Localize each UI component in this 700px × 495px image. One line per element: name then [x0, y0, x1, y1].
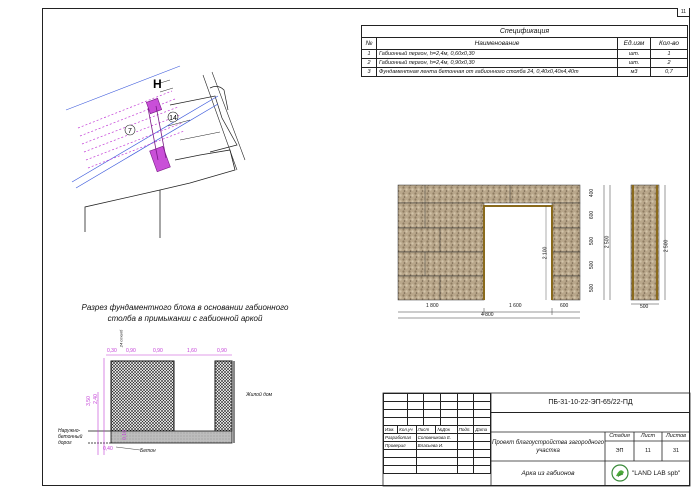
section-dim-3: 0,90: [153, 348, 163, 354]
dim-bottom-1: 1 800: [426, 303, 439, 309]
dim-right-5: 500: [589, 283, 596, 293]
section-dim-2: 0,90: [126, 348, 136, 354]
spec-cell-qty: 2: [651, 59, 688, 68]
callout-14: 14: [169, 115, 177, 122]
dim-height: 2 500: [604, 235, 611, 249]
side-dim-bottom: 500: [640, 304, 649, 310]
spec-cell-name: Габионный пергон, h=2,4м, 0,60х0,30: [377, 50, 618, 59]
document-code: ПБ-31-10-22-ЭП-65/22-ПД: [491, 393, 690, 413]
spec-cell-num: 1: [362, 50, 377, 59]
role-label: Разработал: [384, 434, 417, 442]
revision-table: [383, 425, 491, 474]
company-name: "LAND LAB spb": [632, 470, 681, 477]
spec-cell-num: 2: [362, 59, 377, 68]
section-dim-4: 1,60: [187, 348, 197, 354]
rev-header: Дата: [474, 426, 491, 434]
rev-header: Лист: [416, 426, 436, 434]
spec-cell-qty: 0,7: [651, 68, 688, 77]
side-dim-height: 2 500: [663, 239, 670, 253]
section-title: Разрез фундаментного блока в основании габионного столба в примыкании с габионной аркой: [81, 303, 289, 323]
dim-right-3: 500: [589, 236, 596, 246]
revision-grid: [383, 393, 491, 426]
dim-bottom-2: 1 600: [509, 303, 522, 309]
spec-cell-qty: 1: [651, 50, 688, 59]
section-dim-5: 0,90: [217, 348, 227, 354]
spec-cell-unit: шт.: [618, 59, 651, 68]
spec-header-qty: Кол-во: [651, 38, 688, 50]
rev-header: Кол.уч: [398, 426, 416, 434]
foundation-section: [85, 355, 234, 455]
spec-cell-unit: м3: [618, 68, 651, 77]
drawing-name: Арка из габионов: [521, 470, 575, 477]
spec-cell-name: Фундаментная лента бетонная от габионного столба 24, 0,40х0,40х4,40т: [377, 68, 618, 77]
spec-header-num: №: [362, 38, 377, 50]
callout-7: 7: [128, 128, 132, 135]
dim-bottom-3: 600: [560, 303, 569, 309]
spec-header-name: Наименование: [377, 38, 618, 50]
role-name: Власьева И.: [416, 442, 457, 450]
spec-title: Спецификация: [362, 26, 688, 38]
section-dim-left-2: 2,40: [92, 394, 99, 404]
dim-opening: 2 100: [542, 246, 549, 260]
label-ground: Наружно-бетонный дорог: [58, 428, 83, 446]
dim-right-4: 500: [589, 260, 596, 270]
dim-total: 4 800: [481, 312, 494, 318]
sheet-label: Лист: [640, 433, 656, 439]
sheet-value: 11: [645, 448, 651, 454]
role-name: Соломникова Е.: [416, 434, 457, 442]
label-concrete: Бетон: [140, 448, 156, 454]
page-number: 11: [677, 8, 690, 17]
spec-cell-name: Габионный пергон, h=2,4м, 0,90х0,30: [377, 59, 618, 68]
role-label: Проверил: [384, 442, 417, 450]
section-dim-left-1: 3,50: [85, 396, 92, 406]
dim-right-2: 600: [589, 210, 596, 220]
label-pillar: 24 столб: [118, 329, 124, 348]
spec-cell-unit: шт.: [618, 50, 651, 59]
project-name: Проект благоустройства загородного участка: [491, 439, 604, 454]
rev-header: Подп.: [457, 426, 474, 434]
site-plan-fragment: [66, 66, 245, 238]
rev-header: №Док: [436, 426, 457, 434]
spec-cell-num: 3: [362, 68, 377, 77]
stage-label: Стадия: [609, 433, 630, 439]
stage-value: ЭП: [615, 448, 624, 454]
gabion-arch-elevation: [398, 185, 665, 318]
section-dim-base2: 0,10: [121, 430, 128, 440]
dim-right-1: 400: [589, 188, 596, 198]
sheets-label: Листов: [665, 433, 687, 439]
section-dim-1: 0,30: [107, 348, 117, 354]
spec-header-unit: Ед.изм: [618, 38, 651, 50]
sheets-value: 31: [672, 448, 680, 454]
rev-header: Изм.: [384, 426, 398, 434]
plan-label-h: H: [153, 77, 162, 91]
section-dim-base: 0,40: [103, 446, 113, 452]
label-house-wall: Жилой дом: [246, 392, 273, 398]
